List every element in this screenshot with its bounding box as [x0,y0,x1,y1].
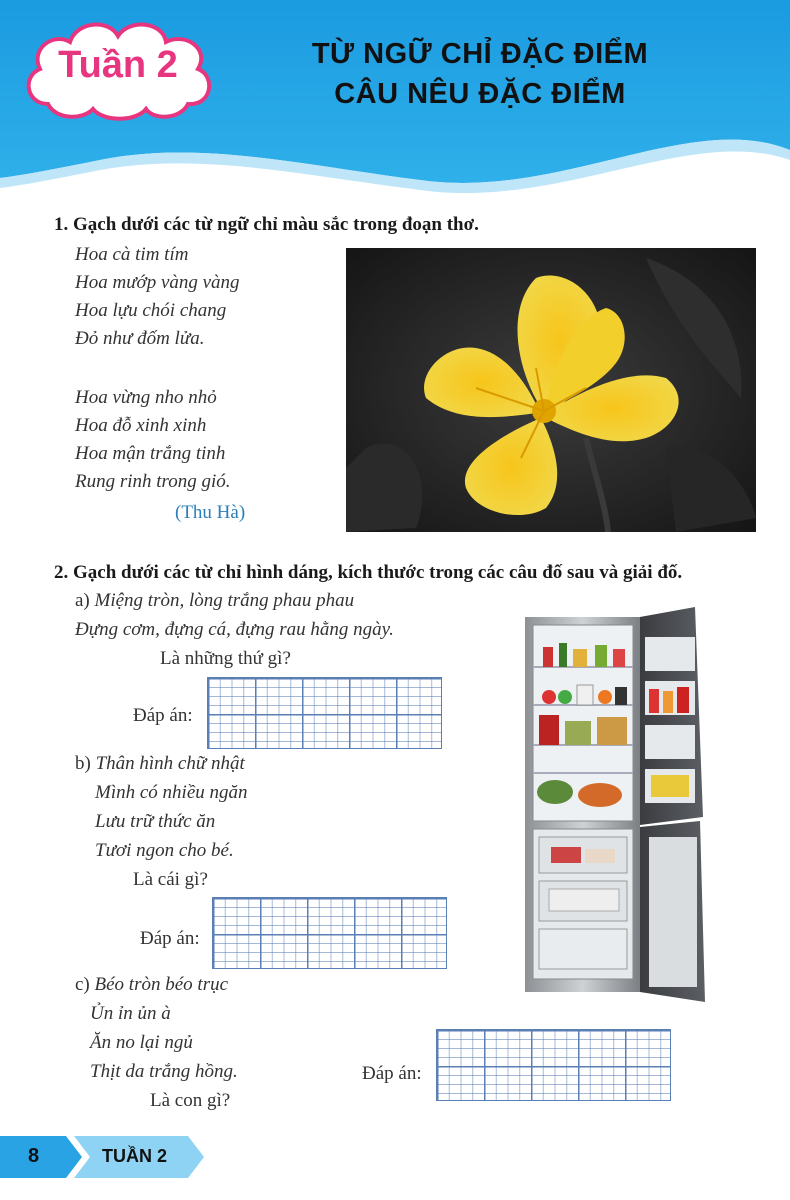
riddle-line: Đựng cơm, đựng cá, đựng rau hằng ngày. [75,619,394,640]
riddle-a [75,590,354,612]
riddle-marker: c) [75,974,90,995]
riddle-marker: a) [75,590,90,611]
exercise2-heading: 2. Gạch dưới các từ chỉ hình dáng, kích thước trong các câu đố sau và giải đố. [54,562,683,583]
page-number: 8 [28,1145,40,1167]
week-label: Tuần 2 [58,44,178,86]
poem-line: Hoa mận trắng tinh [75,443,226,464]
riddle-line: Thịt da trắng hồng. [90,1061,238,1082]
answer-label: Đáp án: [362,1063,422,1084]
yellow-flower-photo [346,248,756,532]
flower-illustration [346,248,756,532]
poem-line: Hoa đỗ xinh xinh [75,415,207,436]
riddle-question: Là con gì? [150,1090,231,1111]
riddle-line: Béo tròn béo trục [94,974,229,995]
lesson-title-line2: CÂU NÊU ĐẶC ĐIỂM [334,78,626,110]
lesson-title-line1: TỪ NGỮ CHỈ ĐẶC ĐIỂM [311,38,649,70]
riddle-question: Là những thứ gì? [160,648,291,669]
riddle-line: Ủn ỉn ủn à [90,1003,171,1024]
poem-line: Rung rinh trong gió. [75,471,231,492]
poem-line: Hoa cà tim tím [75,244,189,265]
riddle-line: Tươi ngon cho bé. [95,840,234,861]
exercise1-heading: 1. Gạch dưới các từ ngữ chỉ màu sắc trong đoạn thơ. [54,214,479,235]
riddle-question: Là cái gì? [133,869,208,890]
riddle-line: Thân hình chữ nhật [95,753,245,774]
riddle-line: Mình có nhiều ngăn [95,782,248,803]
riddle-b [75,753,245,775]
poem-line: Hoa vừng nho nhỏ [75,387,217,408]
week-cloud-badge [18,14,218,124]
poem-line: Đỏ như đốm lửa. [75,328,205,349]
page-header [0,0,790,200]
riddle-marker: b) [75,753,91,774]
riddle-line: Lưu trữ thức ăn [95,811,216,832]
answer-grid-c[interactable] [436,1029,671,1101]
answer-grid-b[interactable] [212,897,447,969]
footer-week-tab: TUẦN 2 [102,1146,168,1166]
riddle-line: Ăn no lại ngủ [90,1032,193,1053]
refrigerator-photo [525,597,725,1005]
answer-label: Đáp án: [140,928,200,949]
answer-grid-a[interactable] [207,677,442,749]
riddle-c [75,974,228,996]
riddle-line: Miệng tròn, lòng trắng phau phau [94,590,355,611]
poem-line: Hoa mướp vàng vàng [75,272,240,293]
refrigerator-illustration [525,597,725,1005]
answer-label: Đáp án: [133,705,193,726]
poem-line: Hoa lựu chói chang [75,300,227,321]
poem-author: (Thu Hà) [175,502,246,523]
